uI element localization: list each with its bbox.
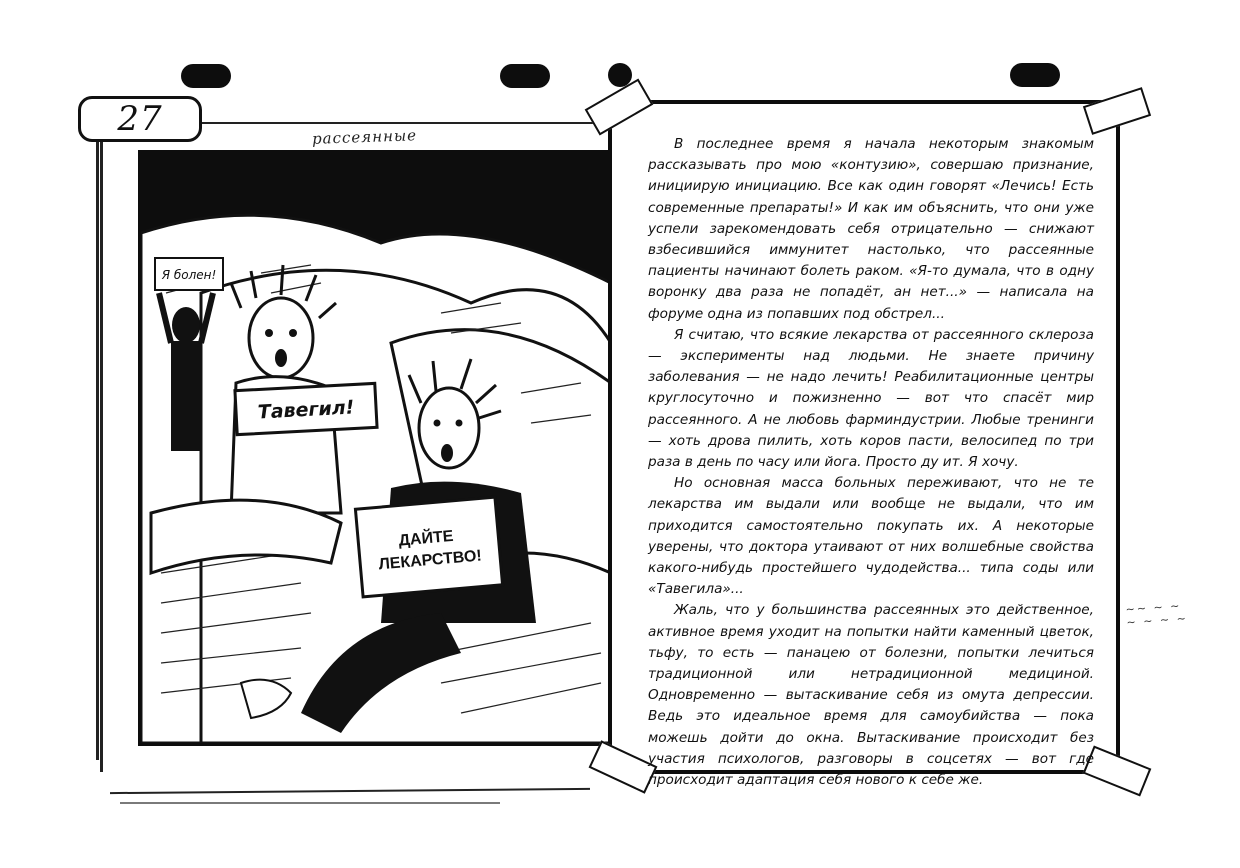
scribble-line [96,140,99,760]
comic-illustration [138,150,614,746]
paragraph: Жаль, что у большинства рассеянных это действенное, активное время уходит на попытки найти каменный цветок, тьфу, то есть — панацею от болезни, попытки лечиться традиционной или нетрадиционной медициной. Одновременно — вытаскивание себя из омута депрессии. Ведь это идеальное время для самоубийства — пока можешь дойти до окна. Вытаскивание происходит без участия психологов, разговоры в соцсетях — вот где происходит адаптация себя нового к себе же. [648,602,1094,789]
sign-small-text: Я болен! [161,268,217,282]
paragraph: Я считаю, что всякие лекарства от рассеянного склероза — эксперименты над людьми. Не знаете причину заболевания — не надо лечить! Реабилитационные центры круглосуточно и пожизненно — вот что спасёт мир рассеянного. А не любовь фарминдустрии. Любые тренинги — хоть дрова пилить, хоть коров пасти, велосипед по три раза в день по часу или йога. Просто ду ит. Я хочу. [648,326,1094,471]
body-text [648,134,1094,791]
margin-scrawl: ~~ ~ ~ ~ ~ ~ ~ [1125,599,1189,630]
scribble-line [110,788,590,794]
page-number-text: 27 [117,99,163,139]
paragraph: В последнее время я начала некоторым знакомым рассказывать про мою «контузию», совершаю признание, инициирую инициацию. Все как один говорят «Лечись! Есть современные препараты!» И как им объяснить, что они уже успели зарекомендовать себя отрицательно — снижают взбесившийся иммунитет настолько, что рассеянные пациенты начинают болеть раком. «Я-то думала, что в одну воронку два раза не попадёт, ан нет...» — написала на форуме одна из попавших под обстрел... [648,136,1094,322]
binder-hole [1010,63,1060,87]
binder-hole [500,64,550,88]
scribble-line [120,802,500,804]
paragraph: Но основная масса больных переживают, что не те лекарства им выдали или вообще не выдали, что им приходится самостоятельно покупать их. А некоторые уверены, что доктора утаивают от них волшебные свойства какого-нибудь простейшего чудодейства... типа соды или «Тавегила»... [648,475,1094,598]
binder-hole [181,64,231,88]
sign-front-line: ДАЙТЕ [397,527,455,550]
header-scrawl: рассеянные [311,126,418,148]
small-figure-body [171,341,201,451]
sign-front-line: ЛЕКАРСТВО! [377,547,483,574]
page-number [78,96,202,142]
small-figure-head [172,307,200,343]
sign-middle-text: Тавегил! [257,396,355,424]
